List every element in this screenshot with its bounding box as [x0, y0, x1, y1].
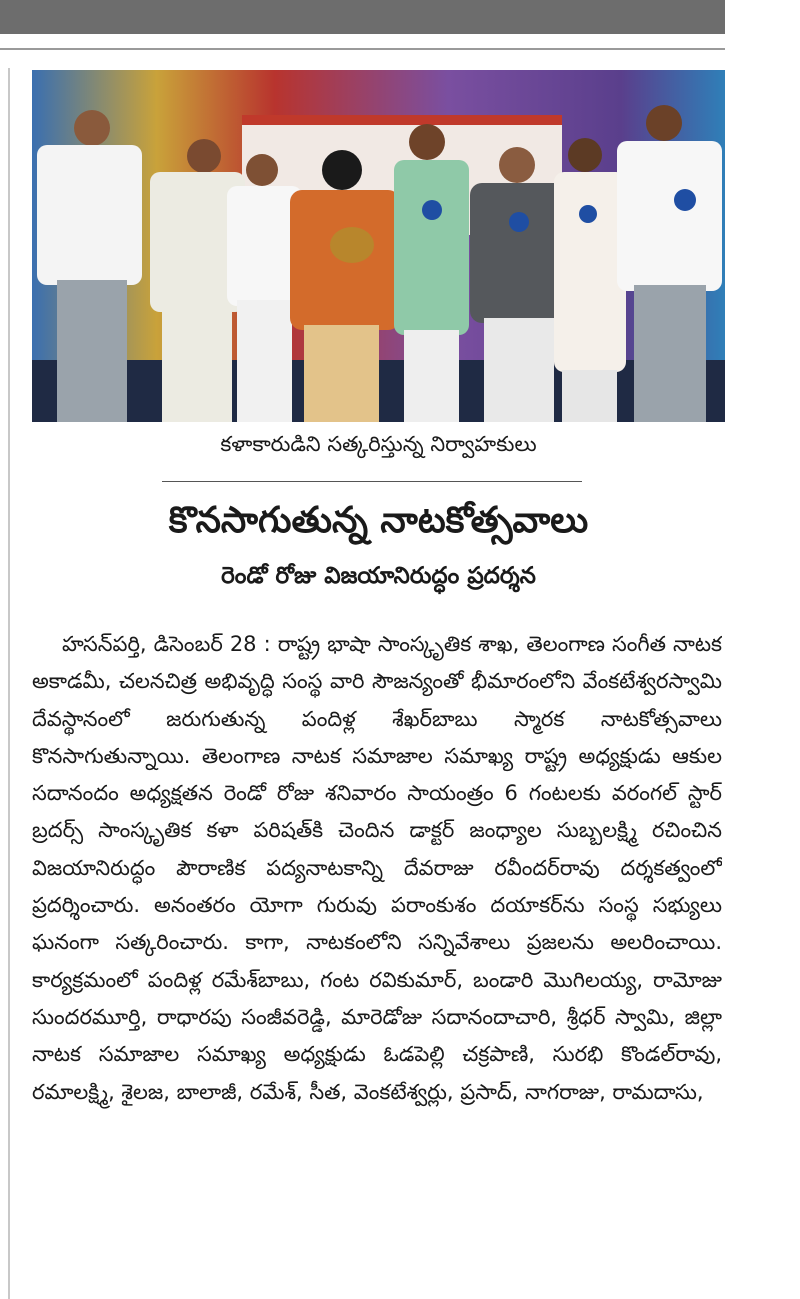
news-photo	[32, 70, 725, 422]
caption-divider	[162, 481, 582, 482]
page-header-bar	[0, 0, 725, 34]
column-divider	[8, 68, 10, 1299]
header-divider	[0, 48, 725, 50]
article-body: హసన్‌పర్తి, డిసెంబర్ 28 : రాష్ట్ర భాషా సాంస్కృతిక శాఖ, తెలంగాణ సంగీత నాటక అకాడమీ, చలనచిత్ర అభివృద్ధి సంస్థ వారి సౌజన్యంతో భీమారంలోని వేంకటేశ్వరస్వామి దేవస్థానంలో జరుగుతున్న పందిళ్ల శేఖర్‌బాబు స్మారక నాటకోత్సవాలు కొనసాగుతున్నాయి. తెలంగాణ నాటక సమాజాల సమాఖ్య రాష్ట్ర అధ్యక్షుడు ఆకుల సదానందం అధ్యక్షతన రెండో రోజు శనివారం సాయంత్రం 6 గంటలకు వరంగల్ స్టార్ బ్రదర్స్ సాంస్కృతిక కళా పరిషత్‌కి చెందిన డాక్టర్ జంధ్యాల సుబ్బలక్ష్మి రచించిన విజయానిరుద్ధం పౌరాణిక పద్యనాటకాన్ని దేవరాజు రవీందర్‌రావు దర్శకత్వంలో ప్రదర్శించారు. అనంతరం యోగా గురువు పరాంకుశం దయాకర్‌ను సంస్థ సభ్యులు ఘనంగా సత్కరించారు. కాగా, నాటకంలోని సన్నివేశాలు ప్రజలను అలరించాయి. కార్యక్రమంలో పందిళ్ల రమేశ్‌బాబు, గంట రవికుమార్, బండారి మొగిలయ్య, రామోజు సుందరమూర్తి, రాధారపు సంజీవరెడ్డి, మారెడోజు సదానందాచారి, శ్రీధర్ స్వామి, జిల్లా నాటక సమాజాల సమాఖ్య అధ్యక్షుడు ఓడపెల్లి చక్రపాణి, సురభి కొండల్‌రావు, రమాలక్ష్మి, శైలజ, బాలాజీ, రమేశ్, సీత, వెంకటేశ్వర్లు, ప్రసాద్, నాగరాజు, రామదాసు,	[32, 632, 722, 1104]
article-headline: కొనసాగుతున్న నాటకోత్సవాలు	[168, 500, 589, 541]
article-subheadline: రెండో రోజు విజయానిరుద్ధం ప్రదర్శన	[221, 563, 536, 589]
photo-caption: కళాకారుడిని సత్కరిస్తున్న నిర్వాహకులు	[220, 432, 537, 456]
